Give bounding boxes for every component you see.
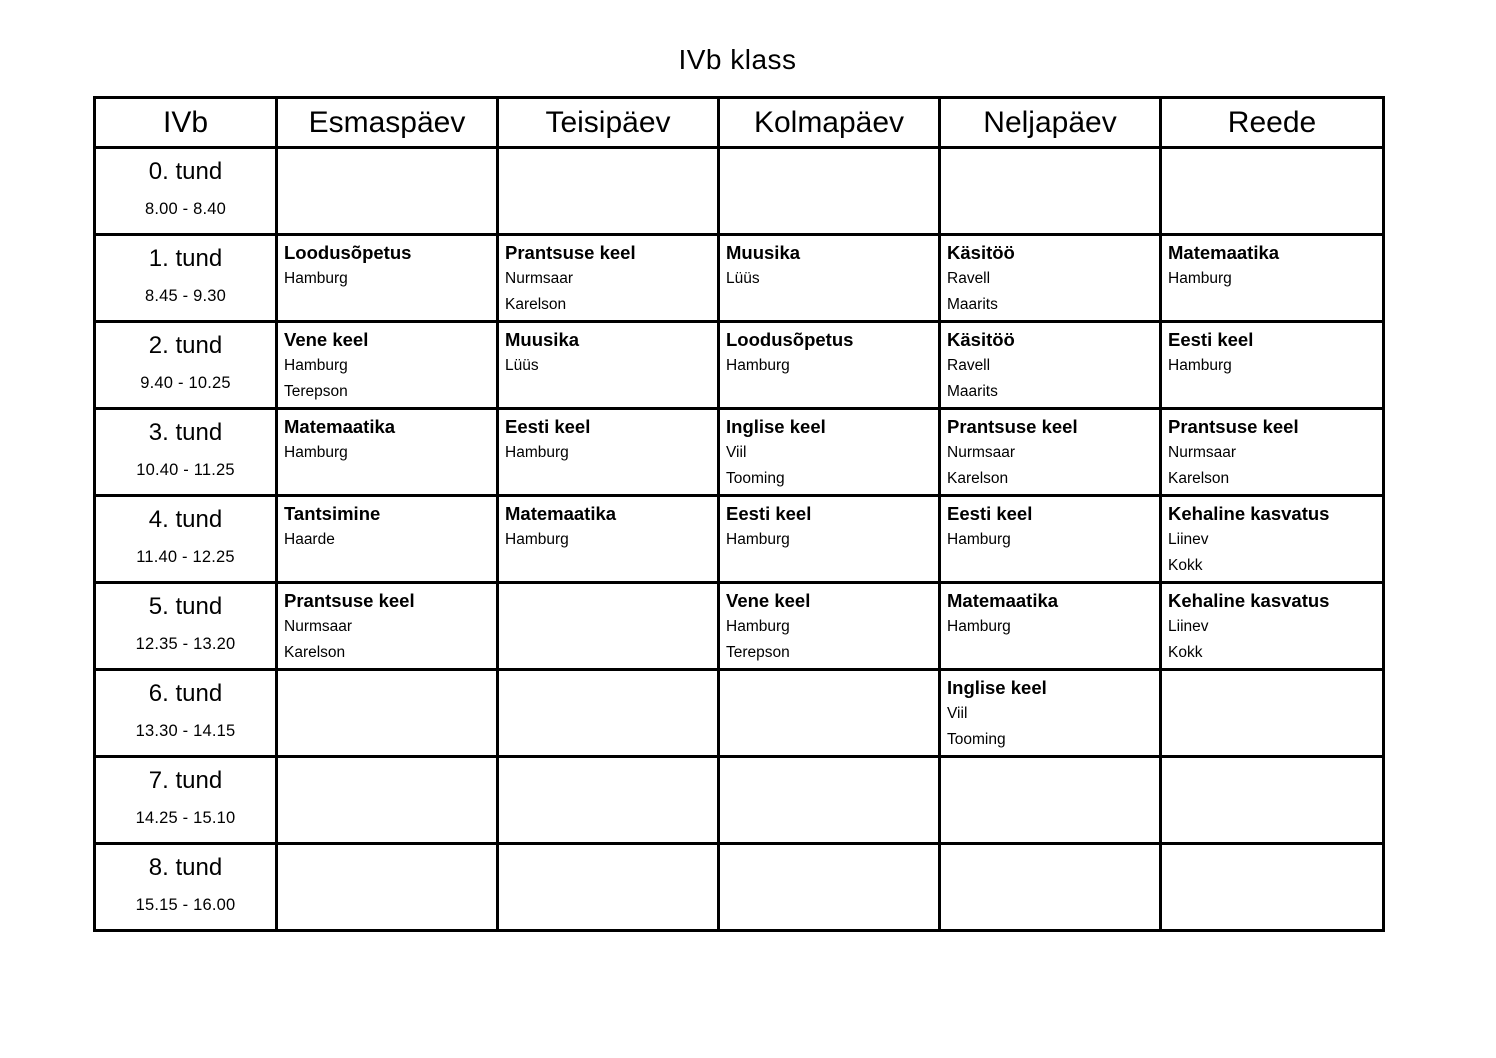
period-time: 10.40 - 11.25 [136,461,235,479]
lesson-cell [719,322,940,409]
period-label: 1. tund [148,245,223,272]
subject-name: Eesti keel [505,416,591,437]
lesson-cell [277,148,498,235]
period-time: 9.40 - 10.25 [140,374,231,392]
lesson-cell [498,496,719,583]
subject-name: Kehaline kasvatus [1168,590,1330,611]
lesson-cell [940,496,1161,583]
lesson-cell [498,670,719,757]
period-label: 3. tund [148,419,223,446]
subject-name: Inglise keel [726,416,826,437]
header-cell-friday: Reede [1161,98,1384,148]
teacher-name: Hamburg [726,357,790,374]
lesson-cell [1161,844,1384,931]
header-cell-thursday: Neljapäev [940,98,1161,148]
header-cell-tuesday: Teisipäev [498,98,719,148]
subject-name: Prantsuse keel [505,242,636,263]
timetable-row [95,322,1384,409]
lesson-cell [277,235,498,322]
lesson-cell [498,235,719,322]
teacher-name: Ravell [947,270,991,287]
subject-name: Vene keel [284,329,369,350]
teacher-name: Viil [947,705,968,722]
lesson-cell [1161,757,1384,844]
timetable-row [95,496,1384,583]
lesson-cell [277,496,498,583]
lesson-cell [719,496,940,583]
subject-name: Vene keel [726,590,811,611]
period-label: 8. tund [148,854,223,881]
header-cell-wednesday: Kolmapäev [719,98,940,148]
teacher-name: Haarde [284,531,335,548]
lesson-cell [1161,409,1384,496]
lesson-cell [719,235,940,322]
lesson-cell [277,670,498,757]
teacher-name: Nurmsaar [284,618,353,635]
lesson-cell [719,583,940,670]
subject-name: Matemaatika [1168,242,1280,263]
lesson-cell [719,757,940,844]
subject-name: Loodusõpetus [284,242,412,263]
teacher-name: Hamburg [726,618,790,635]
header-cell-monday: Esmaspäev [277,98,498,148]
period-cell [95,496,277,583]
lesson-cell [1161,583,1384,670]
lesson-cell [277,583,498,670]
subject-name: Loodusõpetus [726,329,854,350]
lesson-cell [498,583,719,670]
period-cell [95,235,277,322]
teacher-name: Maarits [947,295,998,313]
lesson-cell [1161,670,1384,757]
teacher-name: Lüüs [505,357,539,374]
subject-name: Eesti keel [947,503,1033,524]
header-row [95,98,1384,148]
header-cell-class: IVb [95,98,277,148]
teacher-name: Hamburg [284,357,348,374]
lesson-cell [719,409,940,496]
teacher-name: Karelson [1168,469,1230,487]
period-cell [95,409,277,496]
lesson-cell [1161,322,1384,409]
lesson-cell [498,322,719,409]
lesson-cell [940,670,1161,757]
teacher-name: Hamburg [284,270,348,287]
teacher-name: Hamburg [1168,270,1232,287]
lesson-cell [498,757,719,844]
subject-name: Eesti keel [1168,329,1254,350]
lesson-cell [940,757,1161,844]
teacher-name: Kokk [1168,643,1203,661]
lesson-cell [719,148,940,235]
subject-name: Prantsuse keel [284,590,415,611]
subject-name: Muusika [726,242,801,263]
timetable-row [95,148,1384,235]
period-cell [95,322,277,409]
subject-name: Prantsuse keel [1168,416,1299,437]
period-time: 8.00 - 8.40 [144,200,227,218]
period-label: 5. tund [148,593,223,620]
subject-name: Käsitöö [947,242,1015,263]
period-label: 4. tund [148,506,223,533]
lesson-cell [1161,235,1384,322]
period-cell [95,583,277,670]
period-cell [95,670,277,757]
lesson-cell [277,409,498,496]
period-cell [95,757,277,844]
teacher-name: Hamburg [505,531,569,548]
subject-name: Matemaatika [284,416,396,437]
subject-name: Käsitöö [947,329,1015,350]
teacher-name: Karelson [284,643,346,661]
teacher-name: Ravell [947,357,991,374]
subject-name: Muusika [505,329,580,350]
subject-name: Kehaline kasvatus [1168,503,1330,524]
subject-name: Matemaatika [947,590,1059,611]
lesson-cell [498,148,719,235]
subject-name: Eesti keel [726,503,812,524]
timetable-row [95,235,1384,322]
teacher-name: Liinev [1168,531,1209,548]
teacher-name: Maarits [947,382,998,400]
lesson-cell [940,583,1161,670]
timetable-row [95,757,1384,844]
lesson-cell [498,409,719,496]
subject-name: Prantsuse keel [947,416,1078,437]
lesson-cell [1161,148,1384,235]
period-time: 11.40 - 12.25 [136,548,235,566]
teacher-name: Viil [726,444,747,461]
period-label: 7. tund [148,767,223,794]
teacher-name: Tooming [947,730,1006,748]
lesson-cell [719,670,940,757]
teacher-name: Hamburg [505,444,569,461]
period-time: 8.45 - 9.30 [144,287,227,305]
period-time: 12.35 - 13.20 [135,635,236,653]
period-cell [95,844,277,931]
period-time: 15.15 - 16.00 [135,896,236,914]
lesson-cell [719,844,940,931]
period-time: 14.25 - 15.10 [135,809,236,827]
lesson-cell [277,322,498,409]
teacher-name: Nurmsaar [947,444,1016,461]
timetable-row [95,583,1384,670]
teacher-name: Karelson [505,295,567,313]
timetable-row [95,409,1384,496]
lesson-cell [940,322,1161,409]
timetable [93,96,1385,932]
period-cell [95,148,277,235]
subject-name: Matemaatika [505,503,617,524]
subject-name: Inglise keel [947,677,1047,698]
lesson-cell [1161,496,1384,583]
lesson-cell [940,235,1161,322]
timetable-row [95,670,1384,757]
teacher-name: Liinev [1168,618,1209,635]
lesson-cell [498,844,719,931]
teacher-name: Kokk [1168,556,1203,574]
teacher-name: Terepson [726,643,790,661]
teacher-name: Lüüs [726,270,760,287]
timetable-row [95,844,1384,931]
period-time: 13.30 - 14.15 [135,722,236,740]
lesson-cell [940,148,1161,235]
lesson-cell [277,757,498,844]
teacher-name: Karelson [947,469,1009,487]
teacher-name: Hamburg [947,618,1011,635]
teacher-name: Tooming [726,469,785,487]
teacher-name: Hamburg [1168,357,1232,374]
teacher-name: Hamburg [726,531,790,548]
period-label: 6. tund [148,680,223,707]
lesson-cell [277,844,498,931]
lesson-cell [940,409,1161,496]
subject-name: Tantsimine [284,503,381,524]
teacher-name: Nurmsaar [1168,444,1237,461]
lesson-cell [940,844,1161,931]
teacher-name: Hamburg [284,444,348,461]
teacher-name: Hamburg [947,531,1011,548]
timetable-body [95,148,1384,931]
page-title: IVb klass [678,44,797,75]
period-label: 2. tund [148,332,223,359]
period-label: 0. tund [148,158,223,185]
teacher-name: Nurmsaar [505,270,574,287]
teacher-name: Terepson [284,382,348,400]
